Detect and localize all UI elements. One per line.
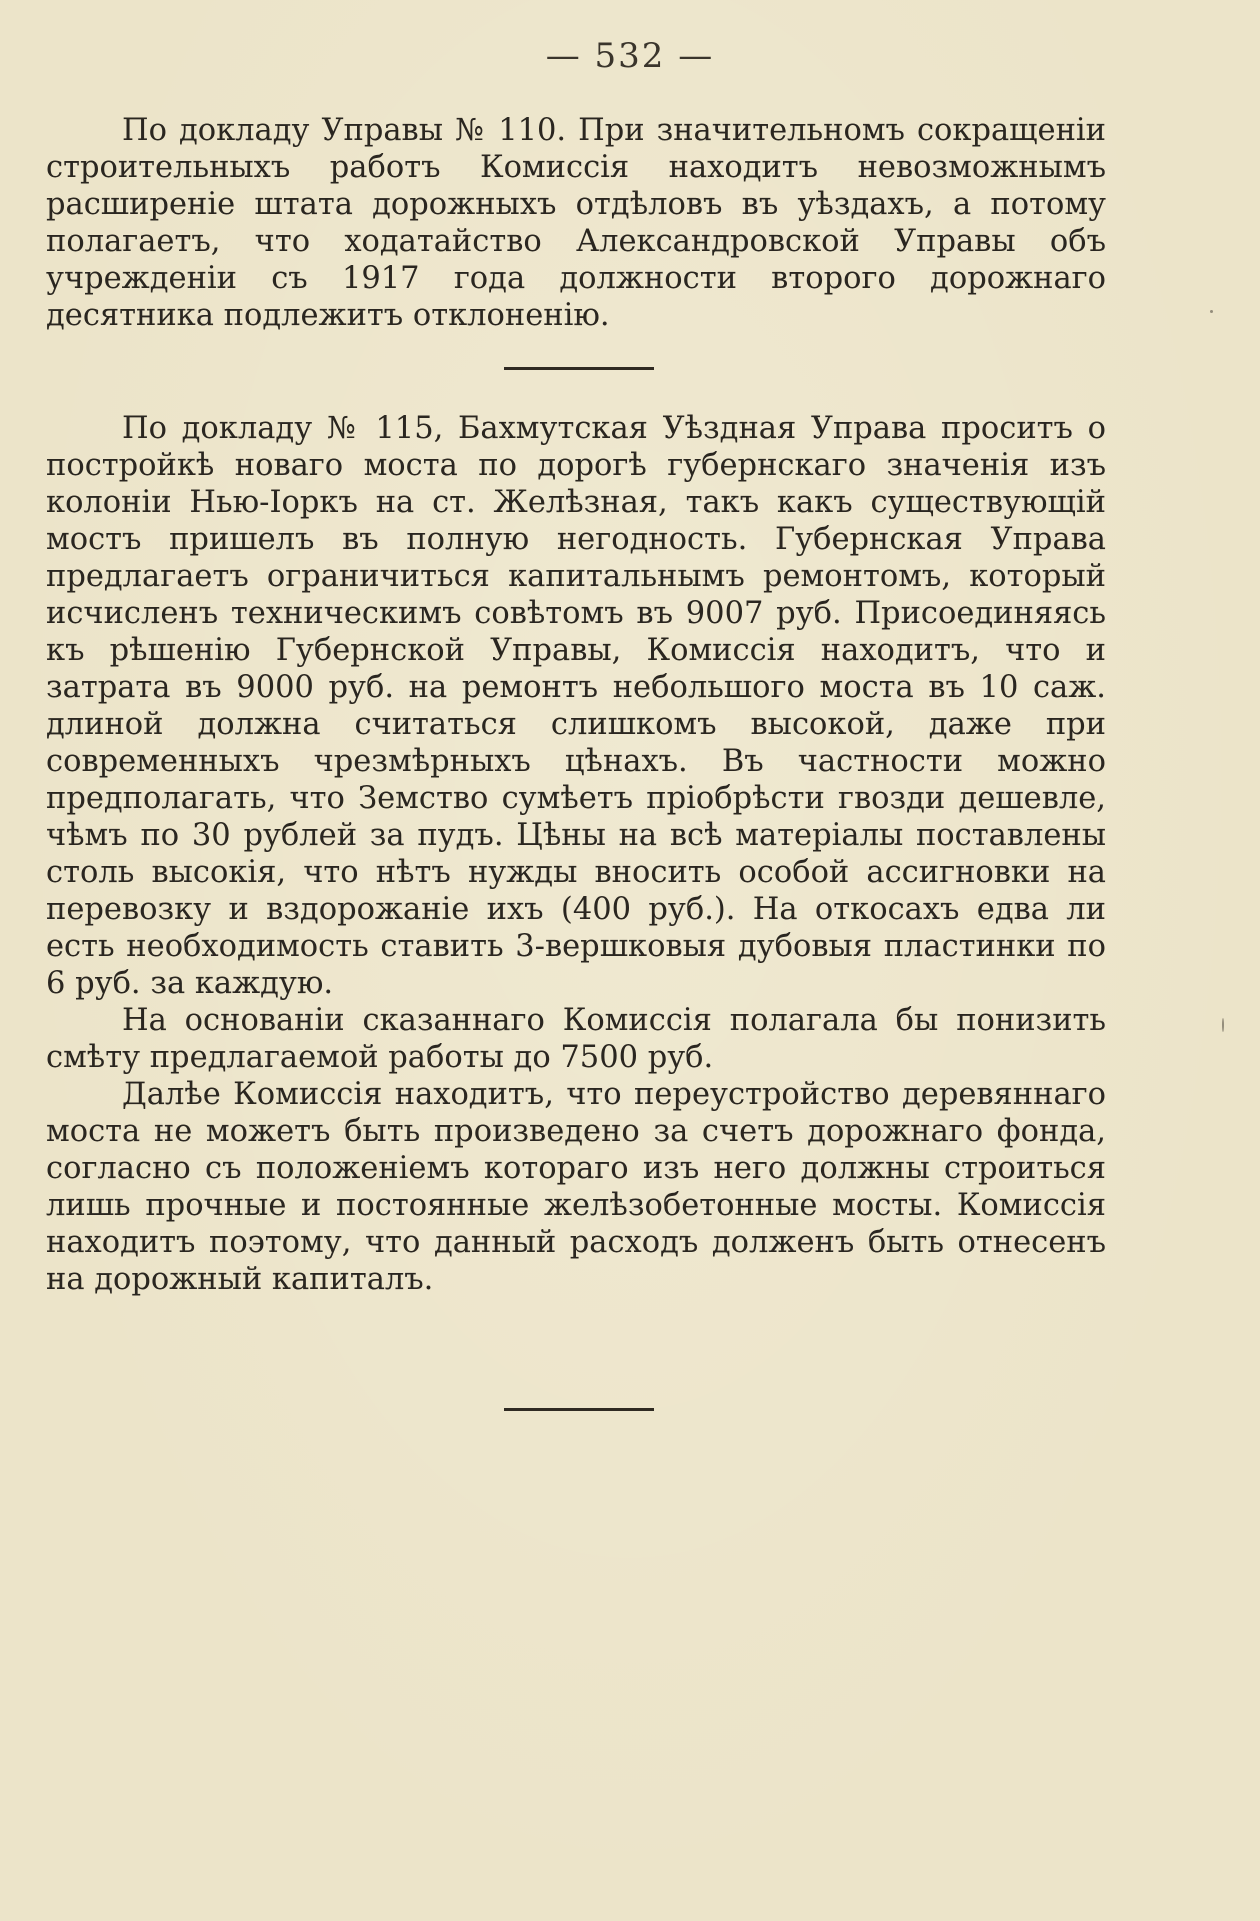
- page-number: — 532 —: [545, 36, 715, 76]
- section-report-115: [46, 410, 1106, 1298]
- paragraph: На основаніи сказаннаго Комиссія полагала бы понизить смѣту предлагаемой работы до 7500 руб.: [46, 1003, 1106, 1075]
- section-divider: [504, 367, 654, 370]
- section-divider: [504, 1408, 654, 1411]
- paper-speck: [1210, 310, 1213, 313]
- paragraph: Далѣе Комиссія находитъ, что переустройство деревяннаго моста не можетъ быть произведено за счетъ дорожнаго фонда, согласно съ положеніемъ котораго изъ него должны строиться лишь прочные и постоянные желѣзобетонные мосты. Комиссія находитъ поэтому, что данный расходъ долженъ быть отнесенъ на дорожный капиталъ.: [46, 1077, 1106, 1297]
- paragraph: По докладу № 115, Бахмутская Уѣздная Управа проситъ о постройкѣ новаго моста по дорогѣ губернскаго значенія изъ колоніи Нью-Іоркъ на ст. Желѣзная, такъ какъ существующій мостъ пришелъ въ полную негодность. Губернская Управа предлагаетъ ограничиться капитальнымъ ремонтомъ, который исчисленъ техническимъ совѣтомъ въ 9007 руб. Присоединяясь къ рѣшенію Губернской Управы, Комиссія находитъ, что и затрата въ 9000 руб. на ремонтъ небольшого моста въ 10 саж. длиной должна считаться слишкомъ высокой, даже при современныхъ чрезмѣрныхъ цѣнахъ. Въ частности можно предполагать, что Земство сумѣетъ пріобрѣсти гвозди дешевле, чѣмъ по 30 рублей за пудъ. Цѣны на всѣ матеріалы поставлены столь высокія, что нѣтъ нужды вносить особой ассигновки на перевозку и вздорожаніе ихъ (400 руб.). На откосахъ едва ли есть необходимость ставить 3-вершковыя дубовыя пластинки по 6 руб. за каждую.: [46, 411, 1106, 1001]
- paragraph: По докладу Управы № 110. При значительномъ сокращеніи строительныхъ работъ Комиссія находитъ невозможнымъ расширеніе штата дорожныхъ отдѣловъ въ уѣздахъ, а потому полагаетъ, что ходатайство Александровской Управы объ учрежденіи съ 1917 года должности второго дорожнаго десятника подлежитъ отклоненію.: [46, 113, 1106, 333]
- paper-speck: [1222, 1018, 1224, 1032]
- section-report-110: [46, 112, 1106, 334]
